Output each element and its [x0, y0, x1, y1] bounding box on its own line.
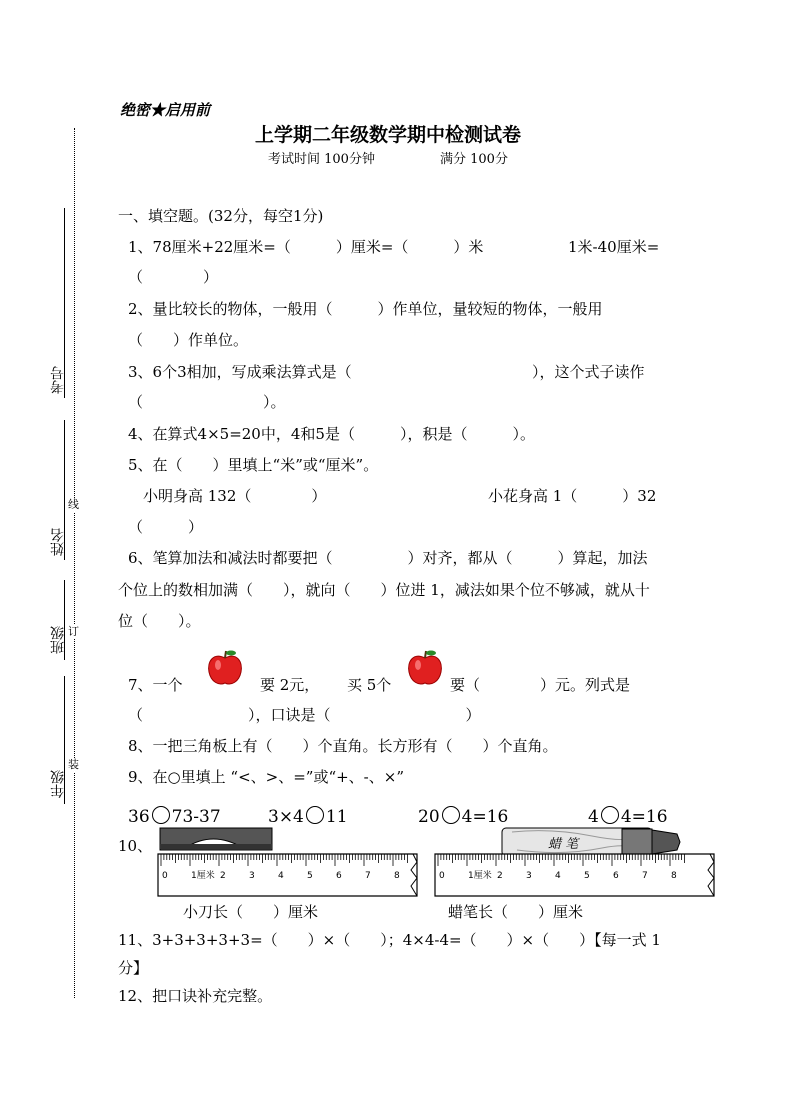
- binding-label-ding: 订: [68, 625, 79, 638]
- apple-icon: [205, 648, 245, 688]
- ruler-tick-label: 6: [336, 871, 342, 881]
- ruler-tick-label: 0: [162, 871, 168, 881]
- ruler-tick-label: 8: [671, 871, 677, 881]
- q6-text-c: 位（ ）。: [118, 612, 201, 630]
- full-score: 满分 100分: [440, 152, 508, 167]
- ruler-tick-label: 2: [497, 871, 503, 881]
- exam-no-line: [64, 208, 65, 398]
- exam-time: 考试时间 100分钟: [268, 152, 375, 167]
- compare-circle[interactable]: [601, 806, 619, 824]
- sidebar-name: 姓名: [50, 528, 66, 556]
- ruler-tick-label: 1厘米: [191, 871, 215, 881]
- q9-item-2a: 3×4: [268, 807, 304, 827]
- name-line: [64, 420, 65, 560]
- q12-text: 12、把口诀补充完整。: [118, 987, 273, 1005]
- crayon-label: 蜡 笔: [548, 837, 579, 852]
- ruler-tick-label: 8: [394, 871, 400, 881]
- sidebar-grade: 年级: [50, 770, 66, 798]
- q7-text-1: 7、一个: [128, 676, 183, 694]
- ruler-tick-label: 7: [642, 871, 648, 881]
- q2-text-b: （ ）作单位。: [128, 331, 249, 349]
- q9-item-1b: 73-37: [171, 807, 221, 827]
- page-title: 上学期二年级数学期中检测试卷: [255, 124, 522, 146]
- ruler-tick-label: 7: [365, 871, 371, 881]
- section-heading: 一、填空题。(32分，每空1分): [118, 207, 324, 225]
- q3-text: 3、6个3相加，写成乘法算式是（: [128, 363, 352, 381]
- q7-text-3: 买 5个: [347, 676, 392, 694]
- binding-label-line: 线: [68, 498, 79, 511]
- secret-label: 绝密★启用前: [120, 101, 211, 119]
- q9-item-3a: 20: [418, 807, 440, 827]
- ruler-tick-label: 6: [613, 871, 619, 881]
- ruler-tick-label: 2: [220, 871, 226, 881]
- q9-row: [588, 806, 668, 827]
- q7-text-2: 要 2元，: [260, 676, 320, 694]
- binding-label-zhuang: 装: [68, 758, 79, 771]
- q9-row: [128, 806, 221, 827]
- q9-text: 9、在○里填上 “<、>、=”或“+、-、×”: [128, 768, 404, 786]
- q6-text-b: 个位上的数相加满（ ），就向（ ）位进 1，减法如果个位不够减，就从十: [118, 581, 650, 599]
- compare-circle[interactable]: [306, 806, 324, 824]
- q5-text: 5、在（ ）里填上“米”或“厘米”。: [128, 456, 379, 474]
- q9-item-4b: 4=16: [620, 807, 668, 827]
- ruler-tick-label: 3: [526, 871, 532, 881]
- q1-text-c: （ ）: [128, 268, 219, 286]
- q4-text: 4、在算式4×5=20中，4和5是（ ），积是（ ）。: [128, 425, 535, 443]
- ruler-tick-label: 0: [439, 871, 445, 881]
- q9-item-1a: 36: [128, 807, 150, 827]
- q5-text-a: 小明身高 132（ ）: [143, 487, 327, 505]
- q9-item-2b: 11: [325, 807, 348, 827]
- compare-circle[interactable]: [152, 806, 170, 824]
- q7-text-4: 要（ ）元。列式是: [450, 676, 631, 694]
- q9-item-3b: 4=16: [461, 807, 509, 827]
- ruler-tick-label: 4: [555, 871, 561, 881]
- apple-icon: [405, 648, 445, 688]
- q2-text: 2、量比较长的物体，一般用（ ）作单位，量较短的物体，一般用: [128, 300, 603, 318]
- q5-text-c: （ ）: [128, 518, 204, 536]
- q9-item-4a: 4: [588, 807, 599, 827]
- sidebar-class: 班级: [50, 626, 66, 654]
- sidebar-exam-no: 考号: [50, 366, 66, 394]
- q10-crayon-text: 蜡笔长（ ）厘米: [448, 903, 584, 921]
- q11-text: 11、3+3+3+3+3=（ ）×（ ）；4×4-4=（ ）×（ ）【每一式 1: [118, 931, 661, 949]
- binding-dotted-line: [74, 128, 75, 998]
- q3-text-b: （ ）。: [128, 393, 286, 411]
- ruler-tick-label: 5: [584, 871, 590, 881]
- ruler-tick-label: 4: [278, 871, 284, 881]
- q5-text-b: 小花身高 1（ ）32: [488, 487, 657, 505]
- q8-text: 8、一把三角板上有（ ）个直角。长方形有（ ）个直角。: [128, 737, 558, 755]
- q9-row: [418, 806, 508, 827]
- q9-row: [268, 806, 348, 827]
- ruler-tick-label: 5: [307, 871, 313, 881]
- compare-circle[interactable]: [442, 806, 460, 824]
- q6-text: 6、笔算加法和减法时都要把（ ）对齐，都从（ ）算起，加法: [128, 549, 648, 567]
- q3-text-a2: ），这个式子读作: [532, 363, 645, 381]
- q11-text-b: 分】: [118, 959, 149, 977]
- ruler-tick-label: 1厘米: [468, 871, 492, 881]
- q1-text-b: 1米-40厘米=: [568, 238, 660, 256]
- q10-text: 10、: [118, 837, 153, 855]
- ruler-tick-label: 3: [249, 871, 255, 881]
- knife-ruler-illustration: [155, 826, 420, 898]
- class-line: [64, 580, 65, 660]
- q10-knife-text: 小刀长（ ）厘米: [183, 903, 319, 921]
- q7-text-b: （ ），口诀是（ ）: [128, 706, 481, 724]
- crayon-ruler-illustration: [432, 826, 722, 898]
- q1-text: 1、78厘米+22厘米=（ ）厘米=（ ）米: [128, 238, 484, 256]
- grade-line: [64, 676, 65, 804]
